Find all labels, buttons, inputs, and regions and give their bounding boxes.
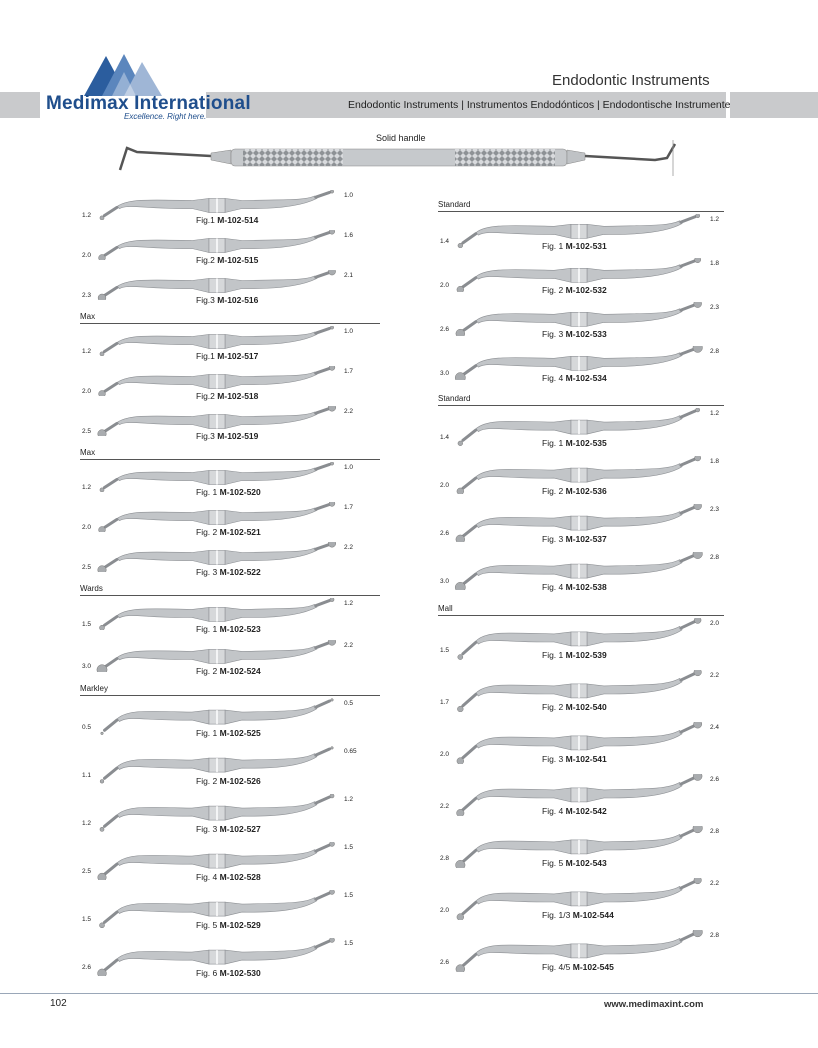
instrument-label [542,754,607,764]
figure-number: Fig. 2 [196,775,218,786]
instrument-label [196,920,261,930]
tip-size-left: 1.2 [82,820,92,828]
instrument-label [542,534,607,544]
tip-size-left: 2.0 [82,252,92,259]
instrument-label [196,968,261,978]
tip-size-right: 1.0 [344,192,354,199]
section-divider [80,595,380,596]
tip-size-left: 2.8 [440,854,450,862]
page-title: Endodontic Instruments [552,72,710,89]
figure-number: Fig. 1 [196,624,218,635]
instrument-label [196,624,261,634]
product-code: M-102-545 [572,962,614,973]
tip-size-left: 2.5 [82,564,92,571]
product-code: M-102-527 [219,823,261,834]
tip-size-right: 2.8 [710,554,720,561]
tip-size-left: 2.6 [440,958,450,966]
tip-size-right: 1.5 [344,940,354,947]
tip-size-left: 2.0 [440,282,450,290]
figure-number: Fig. 1 [196,486,218,497]
figure-number: Fig. 6 [196,967,218,978]
tip-size-right: 2.2 [344,544,354,551]
instrument-label [542,329,607,339]
product-code: M-102-538 [565,581,607,592]
product-code: M-102-533 [565,329,607,340]
tip-size-right: 2.6 [710,776,720,783]
tip-size-right: 2.2 [344,642,354,649]
instrument-label [196,351,258,361]
instrument-label [196,824,261,834]
instrument-label [542,285,607,295]
figure-number: Fig.3 [196,430,215,441]
section-title: Wards [80,584,103,593]
figure-number: Fig. 1/3 [542,910,571,921]
tip-size-right: 1.6 [344,232,354,239]
figure-number: Fig. 3 [196,566,218,577]
tip-size-right: 2.2 [710,880,720,887]
instrument-label [196,255,258,265]
figure-number: Fig. 1 [196,727,218,738]
tip-size-right: 2.8 [710,828,720,835]
tip-size-left: 2.6 [440,326,450,334]
tip-size-left: 2.0 [440,482,450,490]
tip-size-right: 2.2 [344,408,354,415]
figure-number: Fig. 5 [542,858,564,869]
tip-size-right: 1.2 [710,216,720,223]
tip-size-right: 2.4 [710,724,720,731]
figure-number: Fig. 1 [542,650,564,661]
instrument-label [542,962,614,972]
product-code: M-102-518 [217,390,259,401]
product-code: M-102-519 [217,430,259,441]
figure-number: Fig.1 [196,214,215,225]
tip-size-left: 1.7 [440,698,450,706]
instrument-label [542,582,607,592]
tip-size-right: 2.2 [710,672,720,679]
instrument-label [542,806,607,816]
figure-number: Fig. 4 [196,871,218,882]
tip-size-left: 1.2 [82,212,92,219]
section-divider [80,323,380,324]
tip-size-left: 2.6 [440,530,450,538]
figure-number: Fig. 1 [542,241,564,252]
handle-label: Solid handle [376,133,426,143]
tip-size-left: 1.5 [440,646,450,654]
tip-size-right: 2.0 [710,620,720,627]
product-code: M-102-529 [219,919,261,930]
tip-size-right: 1.7 [344,368,354,375]
figure-number: Fig.3 [196,294,215,305]
tip-size-left: 2.5 [82,428,92,435]
tip-size-right: 2.8 [710,348,720,355]
figure-number: Fig. 2 [196,526,218,537]
product-code: M-102-515 [217,254,259,265]
tip-size-right: 1.8 [710,260,720,267]
figure-number: Fig. 5 [196,919,218,930]
section-title: Standard [438,394,471,403]
tip-size-left: 0.5 [82,724,92,732]
tip-size-right: 2.1 [344,272,354,279]
tip-size-right: 2.8 [710,932,720,939]
tip-size-left: 1.2 [82,348,92,355]
tip-size-left: 2.6 [82,964,92,972]
product-code: M-102-514 [217,214,259,225]
figure-number: Fig. 1 [542,437,564,448]
instrument-label [542,438,607,448]
instrument-label [196,527,261,537]
product-code: M-102-530 [219,967,261,978]
tip-size-left: 1.2 [82,484,92,491]
website-url: www.medimaxint.com [604,999,704,1010]
product-code: M-102-525 [219,727,261,738]
product-code: M-102-537 [565,533,607,544]
figure-number: Fig. 4 [542,581,564,592]
product-code: M-102-520 [219,486,261,497]
tip-size-right: 1.7 [344,504,354,511]
page-subtitle: Endodontic Instruments | Instrumentos Endodónticos | Endodontische Instrumente [348,99,731,111]
section-title: Markley [80,684,109,693]
section-divider [80,459,380,460]
section-title: Standard [438,200,471,209]
section-title: Max [80,448,96,457]
instrument-label [196,487,261,497]
instrument-label [542,702,607,712]
tip-size-left: 3.0 [82,663,92,671]
figure-number: Fig. 4/5 [542,962,571,973]
tip-size-left: 2.0 [82,388,92,395]
product-code: M-102-517 [217,350,259,361]
product-code: M-102-536 [565,485,607,496]
instrument-label [196,567,261,577]
tip-size-left: 2.5 [82,868,92,876]
product-code: M-102-534 [565,373,607,384]
product-code: M-102-522 [219,566,261,577]
figure-number: Fig. 2 [542,485,564,496]
figure-number: Fig. 3 [542,754,564,765]
tip-size-left: 1.5 [82,621,92,629]
tip-size-right: 1.2 [344,600,354,607]
instrument-label [196,391,258,401]
section-divider [438,615,724,616]
instrument-label [542,858,607,868]
figure-number: Fig. 2 [542,702,564,713]
product-code: M-102-535 [565,437,607,448]
tip-size-right: 1.0 [344,464,354,471]
product-code: M-102-516 [217,294,259,305]
product-code: M-102-521 [219,526,261,537]
tip-size-left: 1.4 [440,238,450,246]
product-code: M-102-531 [565,241,607,252]
product-code: M-102-543 [565,858,607,869]
section-divider [438,211,724,212]
instrument-label [542,241,607,251]
product-code: M-102-523 [219,624,261,635]
tip-size-left: 2.0 [440,906,450,914]
page-number: 102 [50,998,67,1009]
brand-tagline: Excellence. Right here. [124,112,207,121]
tip-size-right: 2.3 [710,304,720,311]
instrument-label [196,666,261,676]
tip-size-right: 1.2 [344,796,354,803]
tip-size-left: 2.2 [440,802,450,810]
figure-number: Fig. 3 [542,533,564,544]
instrument-label [542,486,607,496]
figure-number: Fig.2 [196,390,215,401]
figure-number: Fig. 4 [542,806,564,817]
tip-size-right: 1.5 [344,892,354,899]
instrument-label [196,295,258,305]
section-title: Max [80,312,96,321]
instrument-label [542,373,607,383]
tip-size-left: 2.0 [440,750,450,758]
figure-number: Fig. 2 [542,285,564,296]
figure-number: Fig. 2 [196,666,218,677]
product-code: M-102-544 [572,910,614,921]
figure-number: Fig. 4 [542,373,564,384]
instrument-label [542,650,607,660]
product-code: M-102-539 [565,650,607,661]
product-code: M-102-532 [565,285,607,296]
tip-size-right: 0.65 [344,748,357,755]
medimax-logo-icon [84,52,162,96]
product-code: M-102-528 [219,871,261,882]
tip-size-left: 1.4 [440,434,450,442]
section-title: Mall [438,604,453,613]
tip-size-left: 3.0 [440,370,450,378]
instrument-label [196,872,261,882]
figure-number: Fig. 3 [196,823,218,834]
solid-handle-image [115,138,680,178]
tip-size-right: 1.8 [710,458,720,465]
tip-size-right: 0.5 [344,700,354,707]
tip-size-left: 3.0 [440,578,450,586]
instrument-label [196,728,261,738]
section-divider [438,405,724,406]
tip-size-left: 1.5 [82,916,92,924]
product-code: M-102-524 [219,666,261,677]
product-code: M-102-540 [565,702,607,713]
tip-size-right: 1.0 [344,328,354,335]
tip-size-right: 2.3 [710,506,720,513]
section-divider [80,695,380,696]
brand-name: Medimax International [46,93,251,114]
instrument-label [542,910,614,920]
product-code: M-102-542 [565,806,607,817]
product-code: M-102-541 [565,754,607,765]
figure-number: Fig. 3 [542,329,564,340]
tip-size-right: 1.2 [710,410,720,417]
tip-size-left: 2.3 [82,292,92,299]
product-code: M-102-526 [219,775,261,786]
footer-divider [0,993,818,994]
instrument-label [196,431,258,441]
tip-size-right: 1.5 [344,844,354,851]
tip-size-left: 1.1 [82,772,92,780]
instrument-label [196,776,261,786]
instrument-label [196,215,258,225]
figure-number: Fig.1 [196,350,215,361]
figure-number: Fig.2 [196,254,215,265]
tip-size-left: 2.0 [82,524,92,531]
